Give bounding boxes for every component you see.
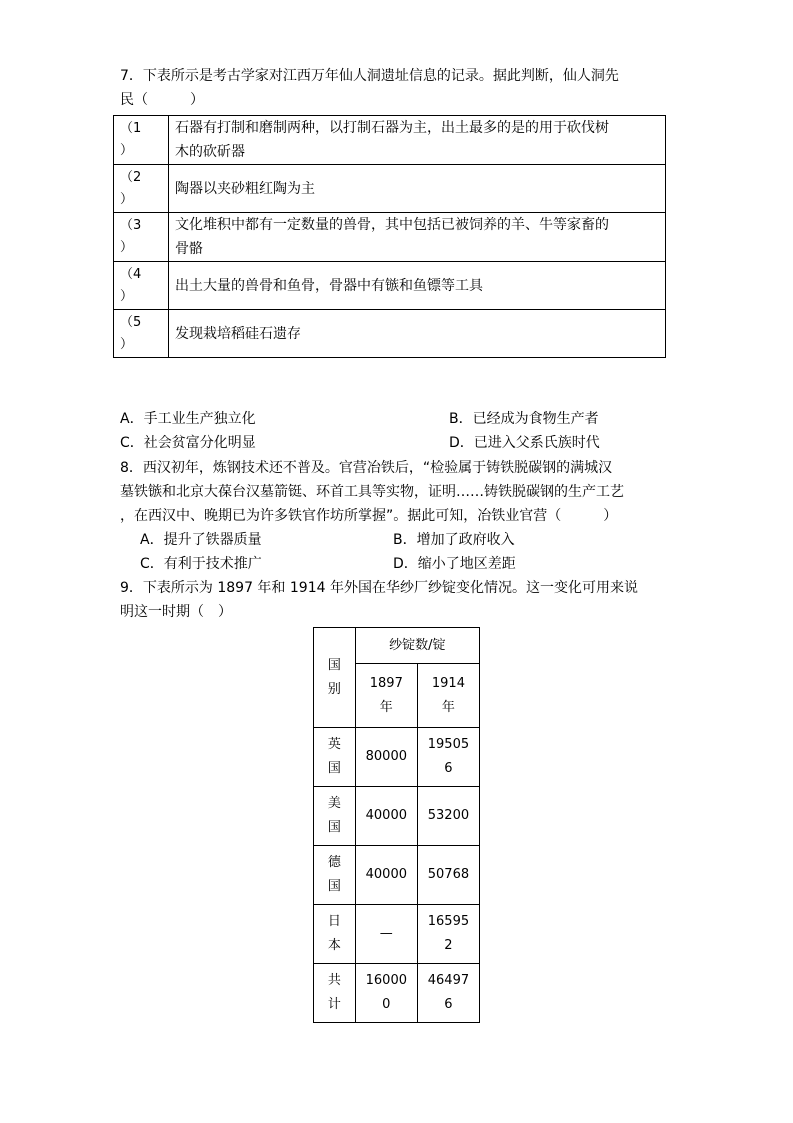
row-number: （5 ） [114, 310, 169, 358]
table-row [314, 728, 480, 787]
value-1897-cell: — [355, 905, 417, 964]
q7-option-a[interactable]: A．手工业生产独立化 [120, 411, 256, 427]
row-text: 发现栽培稻硅石遗存 [169, 310, 666, 358]
value-1897-cell: 80000 [355, 728, 417, 787]
table-header-row [314, 628, 480, 664]
value-1897-cell: 40000 [355, 846, 417, 905]
value-1914-cell: 50768 [417, 846, 479, 905]
country-cell: 德 国 [314, 846, 356, 905]
q9-table [313, 627, 480, 1023]
q7-table [113, 115, 666, 358]
table-row [114, 213, 666, 262]
q8-option-c[interactable]: C．有利于技术推广 [140, 556, 262, 572]
table-row [114, 310, 666, 358]
q8-stem-line1: 8．西汉初年，炼钢技术还不普及。官营冶铁后，“检验属于铸铁脱碳钢的满城汉 [120, 460, 613, 476]
table-row [114, 262, 666, 310]
header-spindles: 纱锭数/锭 [355, 628, 479, 664]
q8-option-b[interactable]: B．增加了政府收入 [393, 532, 515, 548]
table-row [314, 787, 480, 846]
row-text: 石器有打制和磨制两种，以打制石器为主，出土最多的是的用于砍伐树 木的砍斫器 [169, 116, 666, 165]
table-row [114, 116, 666, 165]
table-row [314, 964, 480, 1023]
table-row [314, 846, 480, 905]
value-1914-cell: 16595 2 [417, 905, 479, 964]
table-row [314, 905, 480, 964]
row-number: （1 ） [114, 116, 169, 165]
q7-stem-line1: 7．下表所示是考古学家对江西万年仙人洞遗址信息的记录。据此判断，仙人洞先 [120, 68, 619, 84]
value-1914-cell: 19505 6 [417, 728, 479, 787]
q7-option-d[interactable]: D．已进入父系氏族时代 [449, 435, 600, 451]
table-row [114, 165, 666, 213]
q8-stem-line2: 墓铁镞和北京大葆台汉墓箭铤、环首工具等实物，证明……铸铁脱碳钢的生产工艺 [120, 484, 624, 500]
q9-stem-line1: 9．下表所示为 1897 年和 1914 年外国在华纱厂纱锭变化情况。这一变化可用来说 [120, 580, 638, 596]
header-1897: 1897 年 [355, 664, 417, 728]
country-cell: 美 国 [314, 787, 356, 846]
q7-stem-line2: 民（ ） [120, 92, 204, 108]
value-1914-cell: 46497 6 [417, 964, 479, 1023]
row-text: 文化堆积中都有一定数量的兽骨，其中包括已被饲养的羊、牛等家畜的 骨骼 [169, 213, 666, 262]
q7-option-c[interactable]: C．社会贫富分化明显 [120, 435, 256, 451]
row-number: （4 ） [114, 262, 169, 310]
value-1914-cell: 53200 [417, 787, 479, 846]
q8-stem-line3: ，在西汉中、晚期已为许多铁官作坊所掌握”。据此可知，冶铁业官营（ ） [120, 508, 618, 524]
q9-stem-line2: 明这一时期（ ） [120, 604, 232, 620]
row-text: 陶器以夹砂粗红陶为主 [169, 165, 666, 213]
value-1897-cell: 16000 0 [355, 964, 417, 1023]
value-1897-cell: 40000 [355, 787, 417, 846]
country-cell: 日 本 [314, 905, 356, 964]
row-number: （2 ） [114, 165, 169, 213]
header-1914: 1914 年 [417, 664, 479, 728]
header-country: 国 别 [314, 628, 356, 728]
row-text: 出土大量的兽骨和鱼骨，骨器中有镞和鱼镖等工具 [169, 262, 666, 310]
q8-option-d[interactable]: D．缩小了地区差距 [393, 556, 516, 572]
q8-option-a[interactable]: A．提升了铁器质量 [140, 532, 262, 548]
country-cell: 共 计 [314, 964, 356, 1023]
country-cell: 英 国 [314, 728, 356, 787]
q7-option-b[interactable]: B．已经成为食物生产者 [449, 411, 599, 427]
row-number: （3 ） [114, 213, 169, 262]
